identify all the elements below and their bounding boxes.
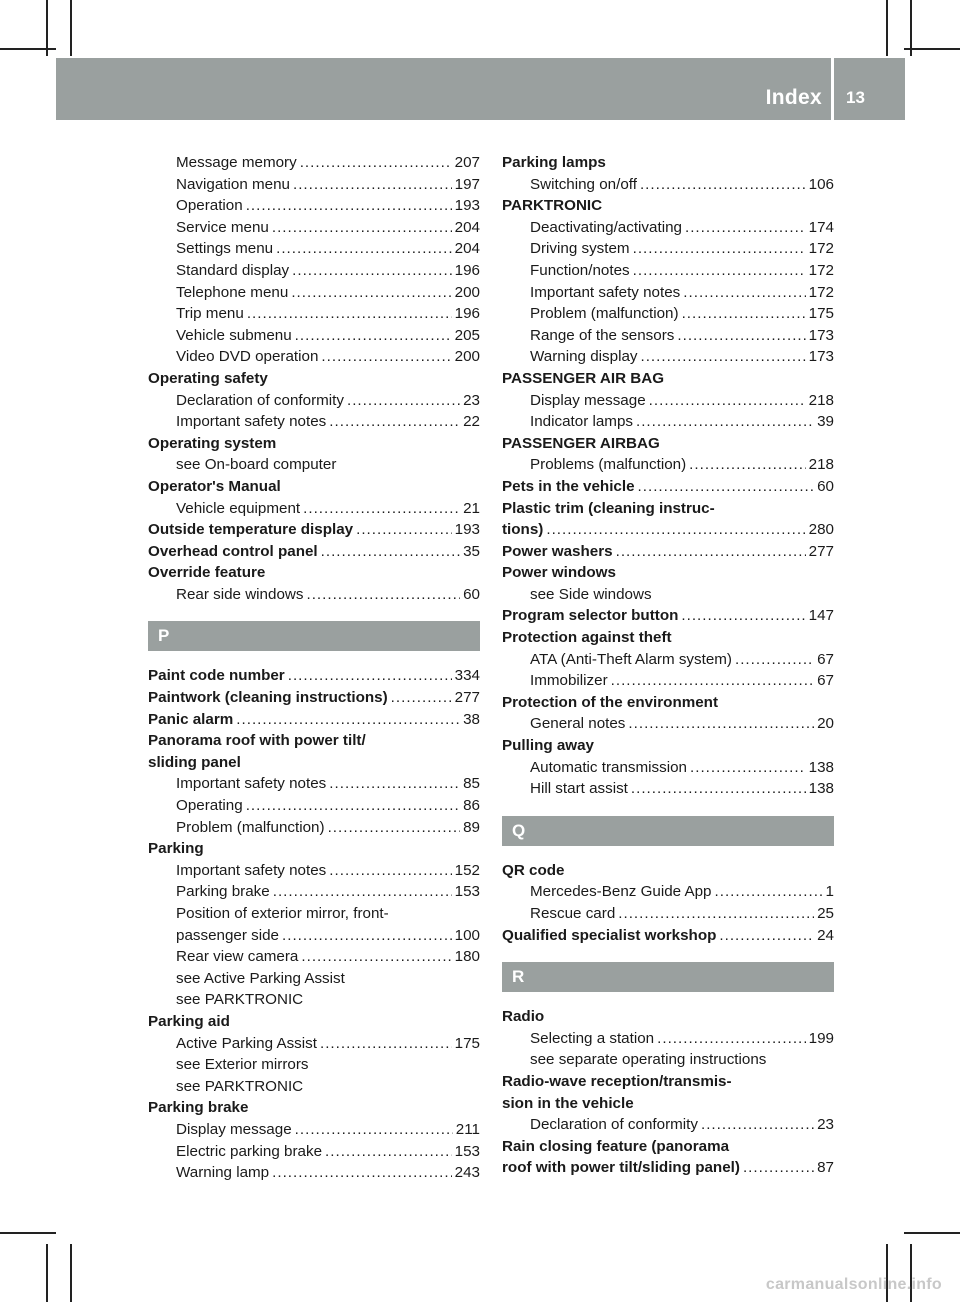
dot-leader <box>282 925 452 947</box>
dot-leader <box>295 325 452 347</box>
entry-label: Operation <box>176 197 243 215</box>
dot-leader <box>657 1028 806 1050</box>
entry-label: Rescue card <box>530 905 616 922</box>
dot-leader <box>321 541 460 563</box>
entry-label: Power washers <box>502 542 613 560</box>
index-heading: Parking lamps <box>502 154 606 171</box>
dot-leader <box>246 795 460 817</box>
entry-label: Range of the sensors <box>530 326 675 344</box>
dot-leader <box>276 238 452 260</box>
page-reference[interactable]: 211 <box>455 1120 480 1138</box>
index-heading <box>502 519 834 541</box>
index-subentry <box>148 238 480 260</box>
entry-label: Important safety notes <box>176 775 327 793</box>
index-subentry: see separate operating instructions <box>530 1051 767 1069</box>
page-reference[interactable]: 180 <box>454 948 480 966</box>
page-reference[interactable]: 87 <box>817 1159 834 1177</box>
entry-label: Switching on/off <box>530 175 637 193</box>
crop-mark <box>70 0 72 56</box>
dot-leader <box>631 778 806 800</box>
page-reference[interactable]: 193 <box>454 197 480 215</box>
crop-mark <box>0 1232 56 1234</box>
entry-label: Overhead control panel <box>148 542 318 560</box>
index-subentry <box>502 1114 834 1136</box>
page-reference[interactable]: 1 <box>825 883 834 901</box>
entry-label: Settings menu <box>176 240 274 258</box>
index-subentry <box>148 260 480 282</box>
page-reference[interactable]: 172 <box>808 283 834 301</box>
page-reference[interactable]: 200 <box>454 283 480 301</box>
page-reference[interactable]: 86 <box>463 797 480 815</box>
index-heading <box>502 541 834 563</box>
dot-leader <box>638 476 815 498</box>
dot-leader <box>735 649 814 671</box>
index-subentry <box>502 260 834 282</box>
page-reference[interactable]: 23 <box>817 1116 834 1134</box>
entry-label: Warning display <box>530 348 638 366</box>
index-heading: Pulling away <box>502 737 594 755</box>
index-subentry <box>148 174 480 196</box>
entry-label: Problems (malfunction) <box>530 456 687 474</box>
entry-label: Paintwork (cleaning instructions) <box>148 689 388 707</box>
index-subentry <box>148 152 480 174</box>
index-subentry: see Side windows <box>530 585 652 603</box>
index-subentry <box>502 174 834 196</box>
dot-leader <box>683 282 805 304</box>
dot-leader <box>701 1114 814 1136</box>
dot-leader <box>682 303 806 325</box>
entry-label: Display message <box>176 1120 292 1138</box>
dot-leader <box>288 665 452 687</box>
entry-label: Navigation menu <box>176 175 290 193</box>
index-subentry <box>502 282 834 304</box>
index-column-right <box>502 152 834 1179</box>
index-subentry <box>502 390 834 412</box>
index-subentry <box>148 195 480 217</box>
index-subentry <box>148 1033 480 1055</box>
index-subentry <box>148 773 480 795</box>
dot-leader <box>715 881 823 903</box>
page-reference[interactable]: 277 <box>454 689 480 707</box>
dot-leader <box>291 282 451 304</box>
entry-label: Function/notes <box>530 261 630 279</box>
page-reference[interactable]: 196 <box>454 261 480 279</box>
dot-leader <box>391 687 452 709</box>
index-subentry <box>148 795 480 817</box>
index-subentry <box>148 925 480 947</box>
dot-leader <box>306 584 460 606</box>
page-reference[interactable]: 138 <box>808 758 834 776</box>
index-heading: Radio-wave reception/transmis- <box>502 1072 732 1090</box>
dot-leader <box>690 757 806 779</box>
entry-label: Indicator lamps <box>530 413 633 431</box>
dot-leader <box>633 260 806 282</box>
dot-leader <box>636 411 814 433</box>
index-subentry <box>148 390 480 412</box>
page-reference[interactable]: 175 <box>454 1034 480 1052</box>
entry-label: Driving system <box>530 240 630 258</box>
dot-leader <box>640 174 806 196</box>
index-subentry <box>148 881 480 903</box>
entry-label: Service menu <box>176 218 269 236</box>
index-heading <box>148 665 480 687</box>
dot-leader <box>329 773 460 795</box>
page-reference[interactable]: 138 <box>808 780 834 798</box>
index-subentry <box>502 238 834 260</box>
page-title: Index <box>765 86 822 109</box>
dot-leader <box>719 925 814 947</box>
index-subentry <box>502 303 834 325</box>
page-reference[interactable]: 196 <box>454 305 480 323</box>
index-heading <box>502 605 834 627</box>
page-reference[interactable]: 152 <box>454 861 480 879</box>
entry-label: roof with power tilt/sliding panel) <box>502 1159 740 1177</box>
page-reference[interactable]: 204 <box>454 218 480 236</box>
index-heading: Plastic trim (cleaning instruc- <box>502 499 715 517</box>
crop-mark <box>904 48 960 50</box>
entry-label: General notes <box>530 715 626 733</box>
dot-leader <box>329 411 460 433</box>
index-heading: PASSENGER AIRBAG <box>502 434 660 452</box>
index-subentry <box>502 217 834 239</box>
page-reference[interactable]: 197 <box>454 175 480 193</box>
index-subentry <box>502 903 834 925</box>
entry-label: Problem (malfunction) <box>530 305 679 323</box>
entry-label: Warning lamp <box>176 1164 270 1182</box>
entry-label: Display message <box>530 391 646 409</box>
page-reference[interactable]: 218 <box>808 391 834 409</box>
entry-label: Telephone menu <box>176 283 289 301</box>
page-reference[interactable]: 23 <box>463 391 480 409</box>
entry-label: Declaration of conformity <box>530 1116 698 1134</box>
entry-label: ATA (Anti-Theft Alarm system) <box>530 650 732 668</box>
page-reference[interactable]: 22 <box>463 413 480 431</box>
entry-label: Program selector button <box>502 607 679 625</box>
index-heading <box>148 687 480 709</box>
entry-label: Electric parking brake <box>176 1142 323 1160</box>
entry-label: Vehicle equipment <box>176 499 301 517</box>
dot-leader <box>328 817 461 839</box>
index-subentry <box>502 778 834 800</box>
index-heading: Operating safety <box>148 369 268 387</box>
index-column-left <box>148 152 480 1184</box>
index-heading <box>502 476 834 498</box>
page-reference[interactable]: 277 <box>808 542 834 560</box>
dot-leader <box>616 541 806 563</box>
page-reference[interactable]: 60 <box>463 585 480 603</box>
index-subentry <box>148 946 480 968</box>
crop-mark <box>46 1244 48 1302</box>
dot-leader <box>618 903 814 925</box>
entry-label: Message memory <box>176 154 297 171</box>
index-subentry: see PARKTRONIC <box>176 991 304 1009</box>
dot-leader <box>272 1162 452 1184</box>
entry-label: Problem (malfunction) <box>176 818 325 836</box>
page-reference[interactable]: 175 <box>808 305 834 323</box>
index-subentry <box>148 346 480 368</box>
entry-label: Outside temperature display <box>148 521 354 539</box>
entry-label: passenger side <box>176 926 280 944</box>
index-subentry <box>502 649 834 671</box>
page-reference[interactable]: 172 <box>808 240 834 258</box>
index-subentry <box>502 713 834 735</box>
page-number: 13 <box>846 88 865 107</box>
page-reference[interactable]: 153 <box>454 1142 480 1160</box>
dot-leader <box>685 217 806 239</box>
entry-label: Important safety notes <box>176 861 327 879</box>
crop-mark <box>46 0 48 56</box>
entry-label: Standard display <box>176 261 290 279</box>
index-subentry <box>502 670 834 692</box>
page-reference[interactable]: 207 <box>454 154 480 171</box>
entry-label: Selecting a station <box>530 1029 655 1047</box>
index-subentry <box>148 217 480 239</box>
index-heading: Operator's Manual <box>148 477 281 495</box>
dot-leader <box>320 1033 452 1055</box>
index-subentry <box>148 1119 480 1141</box>
entry-label: tions) <box>502 521 544 539</box>
index-heading: Power windows <box>502 564 616 582</box>
index-subentry: Position of exterior mirror, front- <box>176 905 389 922</box>
dot-leader <box>356 519 452 541</box>
index-subentry <box>502 411 834 433</box>
index-subentry <box>148 498 480 520</box>
index-subentry: see On-board computer <box>176 456 337 474</box>
entry-label: Paint code number <box>148 667 285 685</box>
dot-leader <box>246 195 452 217</box>
entry-label: Operating <box>176 797 243 815</box>
dot-leader <box>628 713 814 735</box>
watermark: carmanualsonline.info <box>765 1276 942 1293</box>
index-subentry <box>148 1141 480 1163</box>
entry-label: Parking brake <box>176 883 270 901</box>
index-subentry <box>502 325 834 347</box>
dot-leader <box>293 174 452 196</box>
entry-label: Rear side windows <box>176 585 304 603</box>
page-reference[interactable]: 218 <box>808 456 834 474</box>
index-subentry <box>148 860 480 882</box>
index-heading: Protection against theft <box>502 629 672 647</box>
index-subentry <box>148 584 480 606</box>
entry-label: Video DVD operation <box>176 348 319 366</box>
entry-label: Hill start assist <box>530 780 628 798</box>
page-reference[interactable]: 85 <box>463 775 480 793</box>
dot-leader <box>301 946 451 968</box>
entry-label: Vehicle submenu <box>176 326 292 344</box>
index-subentry: see Active Parking Assist <box>176 969 345 987</box>
dot-leader <box>295 1119 453 1141</box>
index-subentry <box>502 1028 834 1050</box>
page-reference[interactable]: 25 <box>817 905 834 922</box>
index-subentry <box>502 881 834 903</box>
page-reference[interactable]: 204 <box>454 240 480 258</box>
page-reference[interactable]: 193 <box>454 521 480 539</box>
page-reference[interactable]: 20 <box>817 715 834 733</box>
page-reference[interactable]: 172 <box>808 261 834 279</box>
dot-leader <box>649 390 806 412</box>
page-reference[interactable]: 173 <box>808 326 834 344</box>
index-subentry <box>502 346 834 368</box>
dot-leader <box>236 709 460 731</box>
index-subentry <box>148 303 480 325</box>
section-letter: R <box>502 962 834 992</box>
dot-leader <box>325 1141 452 1163</box>
index-heading: Override feature <box>148 564 266 582</box>
entry-label: Deactivating/activating <box>530 218 682 236</box>
section-letter: Q <box>502 816 834 846</box>
dot-leader <box>329 860 451 882</box>
page-reference[interactable]: 60 <box>817 477 834 495</box>
page-reference[interactable]: 173 <box>808 348 834 366</box>
entry-label: Important safety notes <box>176 413 327 431</box>
index-subentry <box>148 411 480 433</box>
entry-label: Important safety notes <box>530 283 681 301</box>
entry-label: Active Parking Assist <box>176 1034 317 1052</box>
dot-leader <box>633 238 806 260</box>
index-subentry <box>502 454 834 476</box>
page-reference[interactable]: 243 <box>454 1164 480 1182</box>
dot-leader <box>247 303 452 325</box>
dot-leader <box>546 519 805 541</box>
index-heading: Protection of the environment <box>502 693 719 711</box>
entry-label: Mercedes-Benz Guide App <box>530 883 712 901</box>
index-heading: Parking aid <box>148 1012 230 1030</box>
page-reference[interactable]: 89 <box>463 818 480 836</box>
page-reference[interactable]: 100 <box>454 926 480 944</box>
index-heading <box>148 709 480 731</box>
entry-label: Qualified specialist workshop <box>502 926 717 944</box>
page-reference[interactable]: 147 <box>808 607 834 625</box>
page-reference[interactable]: 67 <box>817 650 834 668</box>
index-subentry <box>502 757 834 779</box>
index-subentry <box>148 1162 480 1184</box>
index-heading: Panorama roof with power tilt/ <box>148 732 366 750</box>
dot-leader <box>677 325 805 347</box>
dot-leader <box>273 881 452 903</box>
index-subentry <box>148 282 480 304</box>
crop-mark <box>70 1244 72 1302</box>
index-subentry: see Exterior mirrors <box>176 1056 309 1074</box>
entry-label: Panic alarm <box>148 710 234 728</box>
header-separator <box>831 58 834 120</box>
entry-label: Rear view camera <box>176 948 299 966</box>
index-heading <box>148 519 480 541</box>
entry-label: Trip menu <box>176 305 244 323</box>
index-heading <box>502 925 834 947</box>
page-reference[interactable]: 200 <box>454 348 480 366</box>
dot-leader <box>611 670 814 692</box>
dot-leader <box>347 390 460 412</box>
crop-mark <box>886 0 888 56</box>
index-subentry <box>148 325 480 347</box>
index-subentry <box>148 817 480 839</box>
page-reference[interactable]: 199 <box>808 1029 834 1047</box>
index-heading: Parking <box>148 840 204 858</box>
dot-leader <box>689 454 806 476</box>
dot-leader <box>272 217 452 239</box>
page-reference[interactable]: 334 <box>454 667 480 685</box>
dot-leader <box>292 260 452 282</box>
entry-label: Immobilizer <box>530 672 608 690</box>
index-subentry: see PARKTRONIC <box>176 1077 304 1095</box>
index-heading: Operating system <box>148 434 277 452</box>
dot-leader <box>303 498 460 520</box>
index-heading: Radio <box>502 1008 545 1026</box>
page-reference[interactable]: 106 <box>808 175 834 193</box>
entry-label: Declaration of conformity <box>176 391 344 409</box>
crop-mark <box>910 0 912 56</box>
index-heading: Parking brake <box>148 1099 249 1117</box>
index-heading <box>502 1157 834 1179</box>
dot-leader <box>321 346 451 368</box>
dot-leader <box>743 1157 814 1179</box>
page-reference[interactable]: 174 <box>808 218 834 236</box>
index-heading: sion in the vehicle <box>502 1094 634 1112</box>
entry-label: Automatic transmission <box>530 758 687 776</box>
index-heading: sliding panel <box>148 753 241 771</box>
index-heading: PARKTRONIC <box>502 197 603 215</box>
page-reference[interactable]: 21 <box>463 499 480 517</box>
index-heading: Rain closing feature (panorama <box>502 1137 730 1155</box>
page-reference[interactable]: 153 <box>454 883 480 901</box>
dot-leader <box>681 605 805 627</box>
page-reference[interactable]: 205 <box>454 326 480 344</box>
index-heading: PASSENGER AIR BAG <box>502 369 665 387</box>
page-reference[interactable]: 35 <box>463 542 480 560</box>
page-reference[interactable]: 39 <box>817 413 834 431</box>
entry-label: Pets in the vehicle <box>502 477 635 495</box>
section-letter: P <box>148 621 480 651</box>
page-reference[interactable]: 67 <box>817 672 834 690</box>
page-reference[interactable]: 24 <box>817 926 834 944</box>
page-reference[interactable]: 38 <box>463 710 480 728</box>
dot-leader <box>640 346 805 368</box>
index-heading <box>148 541 480 563</box>
index-heading: QR code <box>502 861 565 879</box>
crop-mark <box>904 1232 960 1234</box>
page-reference[interactable]: 280 <box>808 521 834 539</box>
dot-leader <box>300 152 452 174</box>
